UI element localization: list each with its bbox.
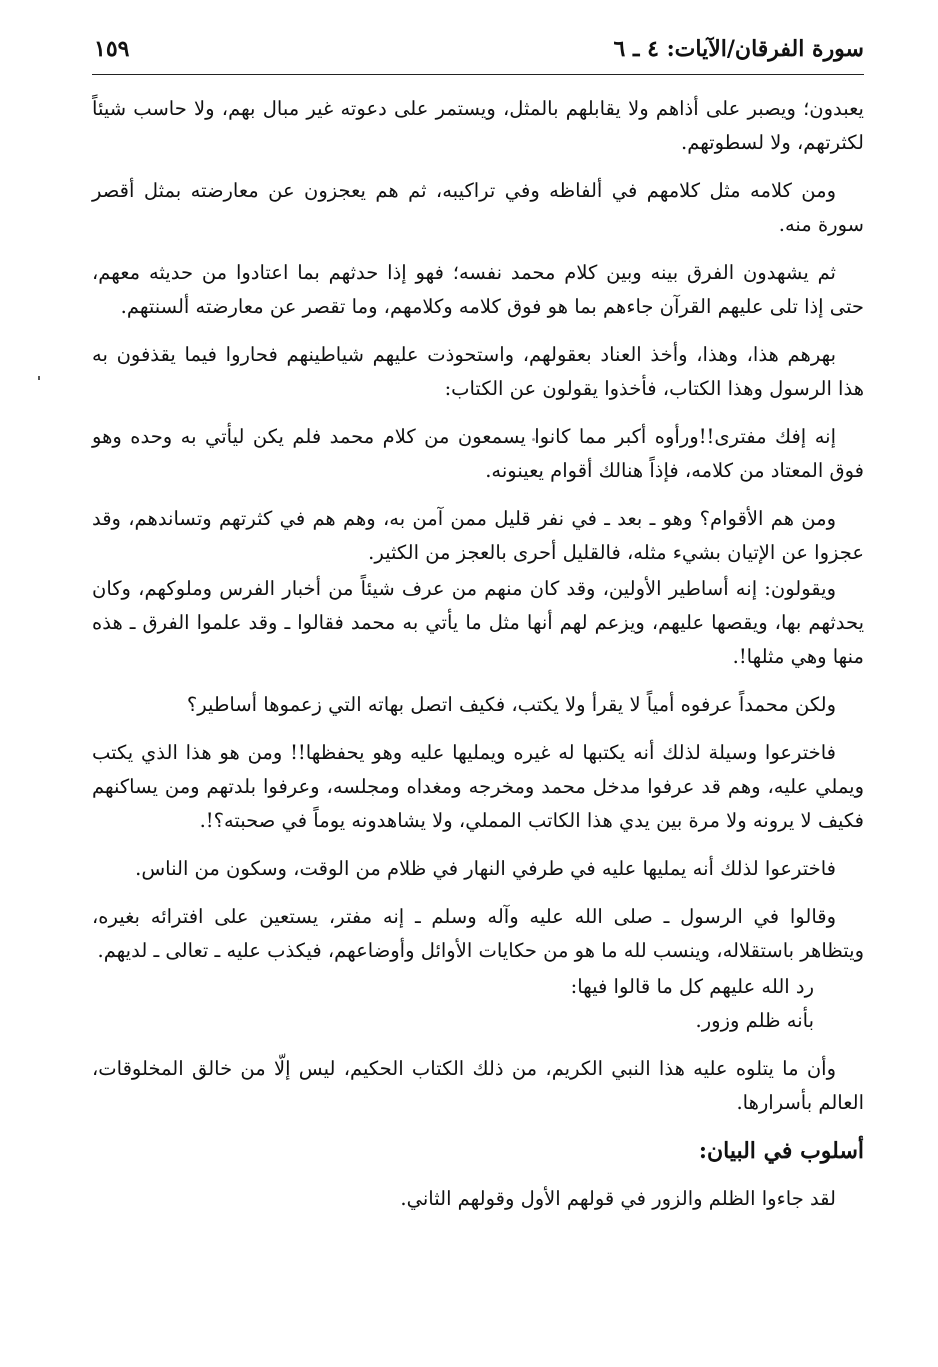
paragraph: فاخترعوا وسيلة لذلك أنه يكتبها له غيره ويمليها عليه وهو يحفظها!! ومن هو هذا الذي يكتب ويملي عليه، وهم قد عرفوا مدخل محمد ومخرجه ومغداه ومجلسه، وعرفوا بلدتهم ومن يساكنهم فكيف لا يرونه ولا مرة بين يدي هذا الكاتب المملي، ولا يشاهدونه يوماً في صحبته؟!. <box>92 741 864 832</box>
paragraph: فاخترعوا لذلك أنه يمليها عليه في طرفي النهار في ظلام من الوقت، وسكون من الناس. <box>135 857 836 880</box>
response-line: بأنه ظلم وزور. <box>695 1009 814 1032</box>
header-divider <box>92 74 864 75</box>
running-title: سورة الفرقان/الآيات: ٤ ـ ٦ <box>613 36 864 62</box>
paragraph: ومن كلامه مثل كلامهم في ألفاظه وفي تراكيبه، ثم هم يعجزون عن معارضته بمثل أقصر سورة منه. <box>92 179 864 236</box>
section-text: لقد جاءوا الظلم والزور في قولهم الأول وقولهم الثاني. <box>400 1187 836 1210</box>
margin-mark <box>38 376 40 380</box>
paragraph: ويقولون: إنه أساطير الأولين، وقد كان منهم من عرف شيئاً من أخبار الفرس وملوكهم، وكان يحدثهم بها، ويقصها عليهم، ويزعم لهم أنها مثل ما يأتي به محمد فقالوا ـ وقد علموا الفرق ـ هذه منها وهي مثلها!. <box>92 577 864 668</box>
page-body <box>92 92 864 1230</box>
response-line: رد الله عليهم كل ما قالوا فيها: <box>570 975 814 998</box>
page-header <box>92 30 864 70</box>
paragraph: وقالوا في الرسول ـ صلى الله عليه وآله وسلم ـ إنه مفتر، يستعين على افترائه بغيره، ويتظاهر باستقلاله، وينسب لله ما هو من حكايات الأوائل وأوضاعهم، فيكذب عليه ـ تعالى ـ لديهم. <box>92 905 864 962</box>
page-number: ١٥٩ <box>94 36 130 62</box>
paragraph: ومن هم الأقوام؟ وهو ـ بعد ـ في نفر قليل ممن آمن به، وهم هم في كثرتهم وتساندهم، وقد عجزوا عن الإتيان بشيء مثله، فالقليل أحرى بالعجز من الكثير. <box>92 507 864 564</box>
section-heading: أسلوب في البيان: <box>698 1138 864 1164</box>
paragraph: يعبدون؛ ويصبر على أذاهم ولا يقابلهم بالمثل، ويستمر على دعوته غير مبال بهم، ولا حاسب شيئاً لكثرتهم، ولا لسطوتهم. <box>92 97 864 154</box>
paragraph: بهرهم هذا، وهذا، وأخذ العناد بعقولهم، واستحوذت عليهم شياطينهم فحاروا فيما يقذفون به هذا الرسول وهذا الكتاب، فأخذوا يقولون عن الكتاب: <box>92 343 864 400</box>
closing-paragraph: وأن ما يتلوه عليه هذا النبي الكريم، من ذلك الكتاب الحكيم، ليس إلّا من خالق المخلوقات، العالم بأسرارها. <box>92 1057 864 1114</box>
paragraph: ثم يشهدون الفرق بينه وبين كلام محمد نفسه؛ فهو إذا حدثهم بما اعتادوا من حديثه معهم، حتى إذا تلى عليهم القرآن جاءهم بما هو فوق كلامه وكلامهم، وما تقصر عن معارضته ألسنتهم. <box>92 261 864 318</box>
paragraph: ولكن محمداً عرفوه أمياً لا يقرأ ولا يكتب، فكيف اتصل بهاته التي زعموها أساطير؟ <box>186 693 836 716</box>
paragraph: إنه إفك مفترى!!ورأوه أكبر مما كانوا يسمعون من كلام محمد فلم يكن ليأتي به وحده وهو فوق المعتاد من كلامه، فإذاً هنالك أقوام يعينونه. <box>92 425 864 482</box>
